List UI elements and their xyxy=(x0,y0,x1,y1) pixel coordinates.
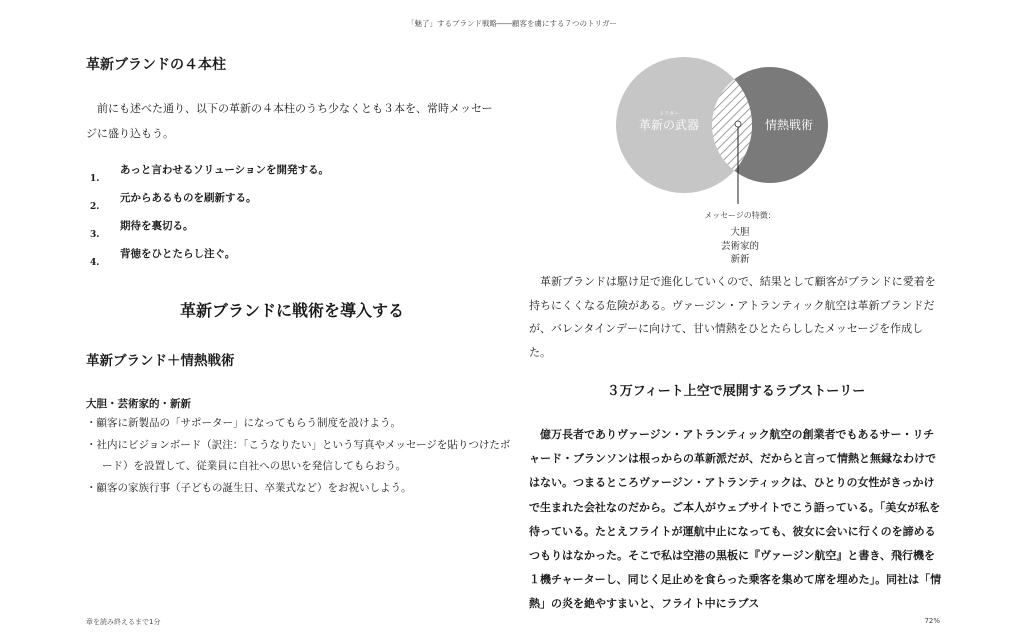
reading-time: 章を読み終えるまで1分 xyxy=(86,618,161,626)
right-paragraph-2 xyxy=(529,423,943,617)
intro-paragraph xyxy=(86,96,498,146)
venn-caption-label: メッセージの特徴： xyxy=(704,211,776,220)
paragraph-text: 億万長者でありヴァージン・アトランティック航空の創業者でもあるサー・リチャード・ブランソンは根っからの革新派だが、だからと言って情熱と無縁なわけではない。つまるところヴァージン・アトランティックは、ひとりの女性がきっかけで生まれた会社なのだから。ご本人がウェブサイトでこう語っている。「美女が私を待っている。たとえフライトが運航中止になっても、彼女に会いに行くのを諦めるつもりはなかった。そこで私は空港の黒板に『ヴァージン航空』と書き、飛行機を１機チャーターし、同じく足止めを食らった乗客を集めて席を埋めた」。同社は「情熱」の炎を絶やすまいと、フライト中にラブス xyxy=(529,428,942,611)
list-item xyxy=(86,218,506,246)
list-number: 1. xyxy=(90,174,100,184)
list-item xyxy=(86,246,506,274)
right-paragraph-1 xyxy=(529,270,943,364)
section-heading: 革新ブランドに戦術を導入する xyxy=(179,301,404,320)
list-text: あっと言わせるソリューションを開発する。 xyxy=(120,164,329,176)
list-number: 3. xyxy=(90,230,100,240)
sub-heading: 革新ブランド＋情熱戦術 xyxy=(86,353,235,369)
list-number: 4. xyxy=(90,258,100,268)
list-text: 元からあるものを刷新する。 xyxy=(120,192,257,204)
intro-text: 前にも述べた通り、以下の革新の４本柱のうち少なくとも３本を、常時メッセージに盛り込もう。 xyxy=(86,102,493,140)
pillars-heading: 革新ブランドの４本柱 xyxy=(86,57,226,73)
tip-item: ・顧客に新製品の「サポーター」になってもらう制度を設けよう。 xyxy=(86,417,401,429)
venn-right-label: 情熱戦術 xyxy=(764,118,814,132)
list-item xyxy=(86,162,506,190)
venn-left-label: 革新の武器 xyxy=(638,118,700,132)
tip-item: ・顧客の家族行事（子どもの誕生日、卒業式など）をお祝いしよう。 xyxy=(86,481,412,494)
venn-caption-item: 新新 xyxy=(730,254,750,265)
list-text: 期待を裏切る。 xyxy=(120,220,194,232)
tips-heading: 大胆・芸術家的・新新 xyxy=(86,398,191,410)
tips-list xyxy=(86,413,516,499)
venn-diagram xyxy=(606,48,856,218)
venn-caption-item: 芸術家的 xyxy=(720,240,759,252)
story-heading: ３万フィート上空で展開するラブストーリー xyxy=(606,384,866,399)
list-text: 背徳をひとたらし注ぐ。 xyxy=(120,248,236,260)
venn-caption-item: 大胆 xyxy=(730,227,750,238)
venn-ruby: トリガー xyxy=(659,111,679,117)
reading-progress: 72% xyxy=(924,617,940,625)
list-number: 2. xyxy=(90,202,100,212)
paragraph-text: 革新ブランドは駆け足で進化していくので、結果として顧客がブランドに愛着を持ちにくくなる危険がある。ヴァージン・アトランティック航空は革新ブランドだが、バレンタインデーに向けて、甘い情熱をひとたらししたメッセージを作成した。 xyxy=(529,275,936,359)
tip-item: ・社内にビジョンボード（訳注：「こうなりたい」という写真やメッセージを貼りつけたボード）を設置して、従業員に自社への思いを発信してもらおう。 xyxy=(86,438,511,472)
pillar-list xyxy=(86,162,506,274)
venn-caption-list xyxy=(676,226,804,267)
running-title: 「魅了」するブランド戦略――顧客を虜にする７つのトリガー xyxy=(407,19,617,28)
venn-marker-dot xyxy=(735,121,741,127)
list-item xyxy=(86,190,506,218)
